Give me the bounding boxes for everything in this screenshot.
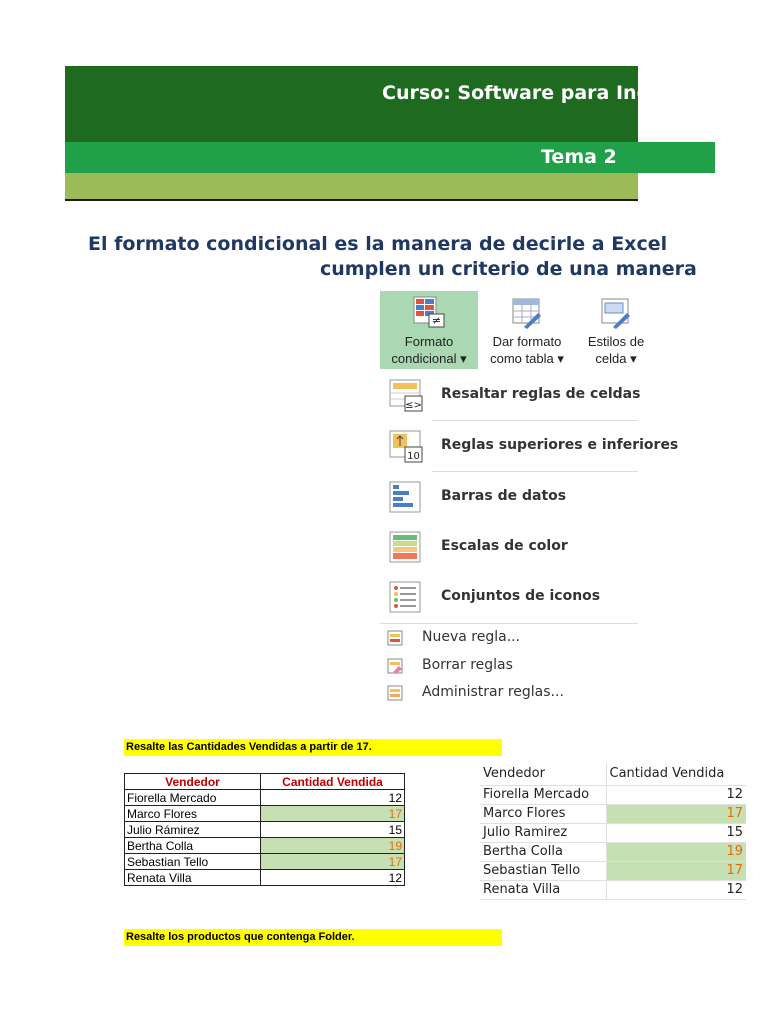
svg-text:≠: ≠: [431, 314, 442, 327]
svg-text:10: 10: [407, 451, 420, 462]
menu-item-label: Reglas superiores e inferiores: [441, 437, 679, 453]
conditional-format-icon: [412, 295, 446, 329]
menu-item-label: Conjuntos de iconos: [441, 588, 601, 604]
menu-item-top-bottom-rules[interactable]: [380, 422, 679, 470]
header-band: [65, 66, 730, 142]
clear-rules-icon: [387, 658, 403, 674]
menu-item-label: Escalas de color: [441, 538, 568, 554]
menu-item-label: Barras de datos: [441, 488, 567, 504]
cell-vendedor: Fiorella Mercado: [480, 785, 606, 804]
table-row: [480, 842, 746, 861]
page-title: Curso: Software para Ingenieros: [382, 82, 730, 104]
menu-item-icon-sets[interactable]: [380, 573, 638, 621]
cell-vendedor: Bertha Colla: [480, 842, 606, 861]
table-row: [125, 870, 405, 886]
cell-vendedor: Renata Villa: [480, 880, 606, 899]
menu-item-label: Administrar reglas...: [422, 684, 564, 700]
cell-vendedor: Julio Ramirez: [480, 823, 606, 842]
table-row: [480, 880, 746, 899]
cell-cantidad: 15: [606, 823, 746, 842]
header-cell-vendedor[interactable]: Vendedor: [125, 774, 261, 790]
cell-cantidad: 12: [606, 785, 746, 804]
conditional-format-label-2: condicional ▾: [391, 351, 467, 366]
cell-cantidad-highlighted: 17: [606, 804, 746, 823]
cell-vendedor: Sebastian Tello: [480, 861, 606, 880]
cell-vendedor[interactable]: Fiorella Mercado: [125, 790, 261, 806]
header-cell-vendedor: Vendedor: [480, 763, 606, 785]
menu-item-label: Borrar reglas: [422, 657, 513, 673]
format-as-table-icon: [510, 295, 544, 329]
color-scales-icon: [389, 530, 423, 564]
table-row: [480, 823, 746, 842]
cell-cantidad-highlighted: 19: [606, 842, 746, 861]
intro-line-2: cumplen un criterio de una manera: [320, 258, 697, 280]
menu-item-label: Resaltar reglas de celdas: [441, 386, 641, 402]
cell-cantidad[interactable]: 15: [261, 822, 405, 838]
table-row: [125, 822, 405, 838]
menu-item-color-scales[interactable]: [380, 523, 638, 571]
table-row: [125, 790, 405, 806]
cell-styles-button[interactable]: [576, 291, 656, 369]
new-rule-icon: [387, 630, 403, 646]
menu-item-label: Nueva regla...: [422, 629, 521, 645]
sales-table-example: [480, 763, 746, 900]
conditional-format-button[interactable]: [380, 291, 478, 369]
accent-band: [65, 173, 638, 199]
table-row: [125, 838, 405, 854]
subtitle-band: [65, 142, 715, 173]
menu-divider: [432, 420, 638, 421]
menu-item-new-rule[interactable]: [380, 626, 638, 650]
cell-cantidad-highlighted[interactable]: 17: [261, 854, 405, 870]
menu-divider: [380, 623, 638, 624]
menu-item-manage-rules[interactable]: [380, 681, 638, 705]
cell-vendedor[interactable]: Marco Flores: [125, 806, 261, 822]
table-header-row: [480, 763, 746, 785]
cell-cantidad: 12: [606, 880, 746, 899]
cell-vendedor: Marco Flores: [480, 804, 606, 823]
cell-vendedor[interactable]: Bertha Colla: [125, 838, 261, 854]
page-subtitle: Tema 2: [541, 146, 617, 168]
cell-styles-label-1: Estilos de: [587, 334, 645, 349]
instruction-highlight-folder: Resalte los productos que contenga Folder.: [124, 929, 502, 946]
svg-text:≤>: ≤>: [405, 400, 422, 411]
icon-sets-icon: [389, 580, 423, 614]
cell-cantidad-highlighted: 17: [606, 861, 746, 880]
cell-styles-label-2: celda ▾: [595, 351, 637, 366]
table-row: [125, 854, 405, 870]
menu-divider: [432, 471, 638, 472]
table-header-row: [125, 774, 405, 790]
cell-vendedor[interactable]: Julio Rámirez: [125, 822, 261, 838]
cell-styles-icon: [599, 295, 633, 329]
table-row: [480, 861, 746, 880]
cell-cantidad[interactable]: 12: [261, 870, 405, 886]
menu-item-data-bars[interactable]: [380, 473, 638, 521]
format-as-table-button[interactable]: [480, 291, 574, 369]
table-row: [125, 806, 405, 822]
cell-cantidad-highlighted[interactable]: 17: [261, 806, 405, 822]
intro-line-1: El formato condicional es la manera de decirle a Excel: [88, 233, 668, 255]
header-cell-cantidad[interactable]: Cantidad Vendida: [261, 774, 405, 790]
format-as-table-label-1: Dar formato: [492, 334, 562, 349]
ribbon-styles-group: [380, 291, 645, 369]
conditional-format-menu: [380, 371, 679, 711]
menu-item-clear-rules[interactable]: [380, 654, 638, 678]
table-row: [480, 804, 746, 823]
data-bars-icon: [389, 480, 423, 514]
highlight-rules-icon: [389, 378, 423, 412]
header-cell-cantidad: Cantidad Vendida: [606, 763, 746, 785]
cell-vendedor[interactable]: Renata Villa: [125, 870, 261, 886]
cell-cantidad[interactable]: 12: [261, 790, 405, 806]
cell-cantidad-highlighted[interactable]: 19: [261, 838, 405, 854]
format-as-table-label-2: como tabla ▾: [490, 351, 564, 366]
instruction-highlight-quantities: Resalte las Cantidades Vendidas a partir de 17.: [124, 739, 502, 756]
conditional-format-label-1: Formato: [404, 334, 454, 349]
manage-rules-icon: [387, 685, 403, 701]
header-divider: [65, 199, 638, 201]
table-row: [480, 785, 746, 804]
menu-item-highlight-rules[interactable]: [380, 371, 641, 419]
top-bottom-rules-icon: [389, 429, 423, 463]
cell-vendedor[interactable]: Sebastian Tello: [125, 854, 261, 870]
sales-table-exercise: [124, 773, 405, 886]
